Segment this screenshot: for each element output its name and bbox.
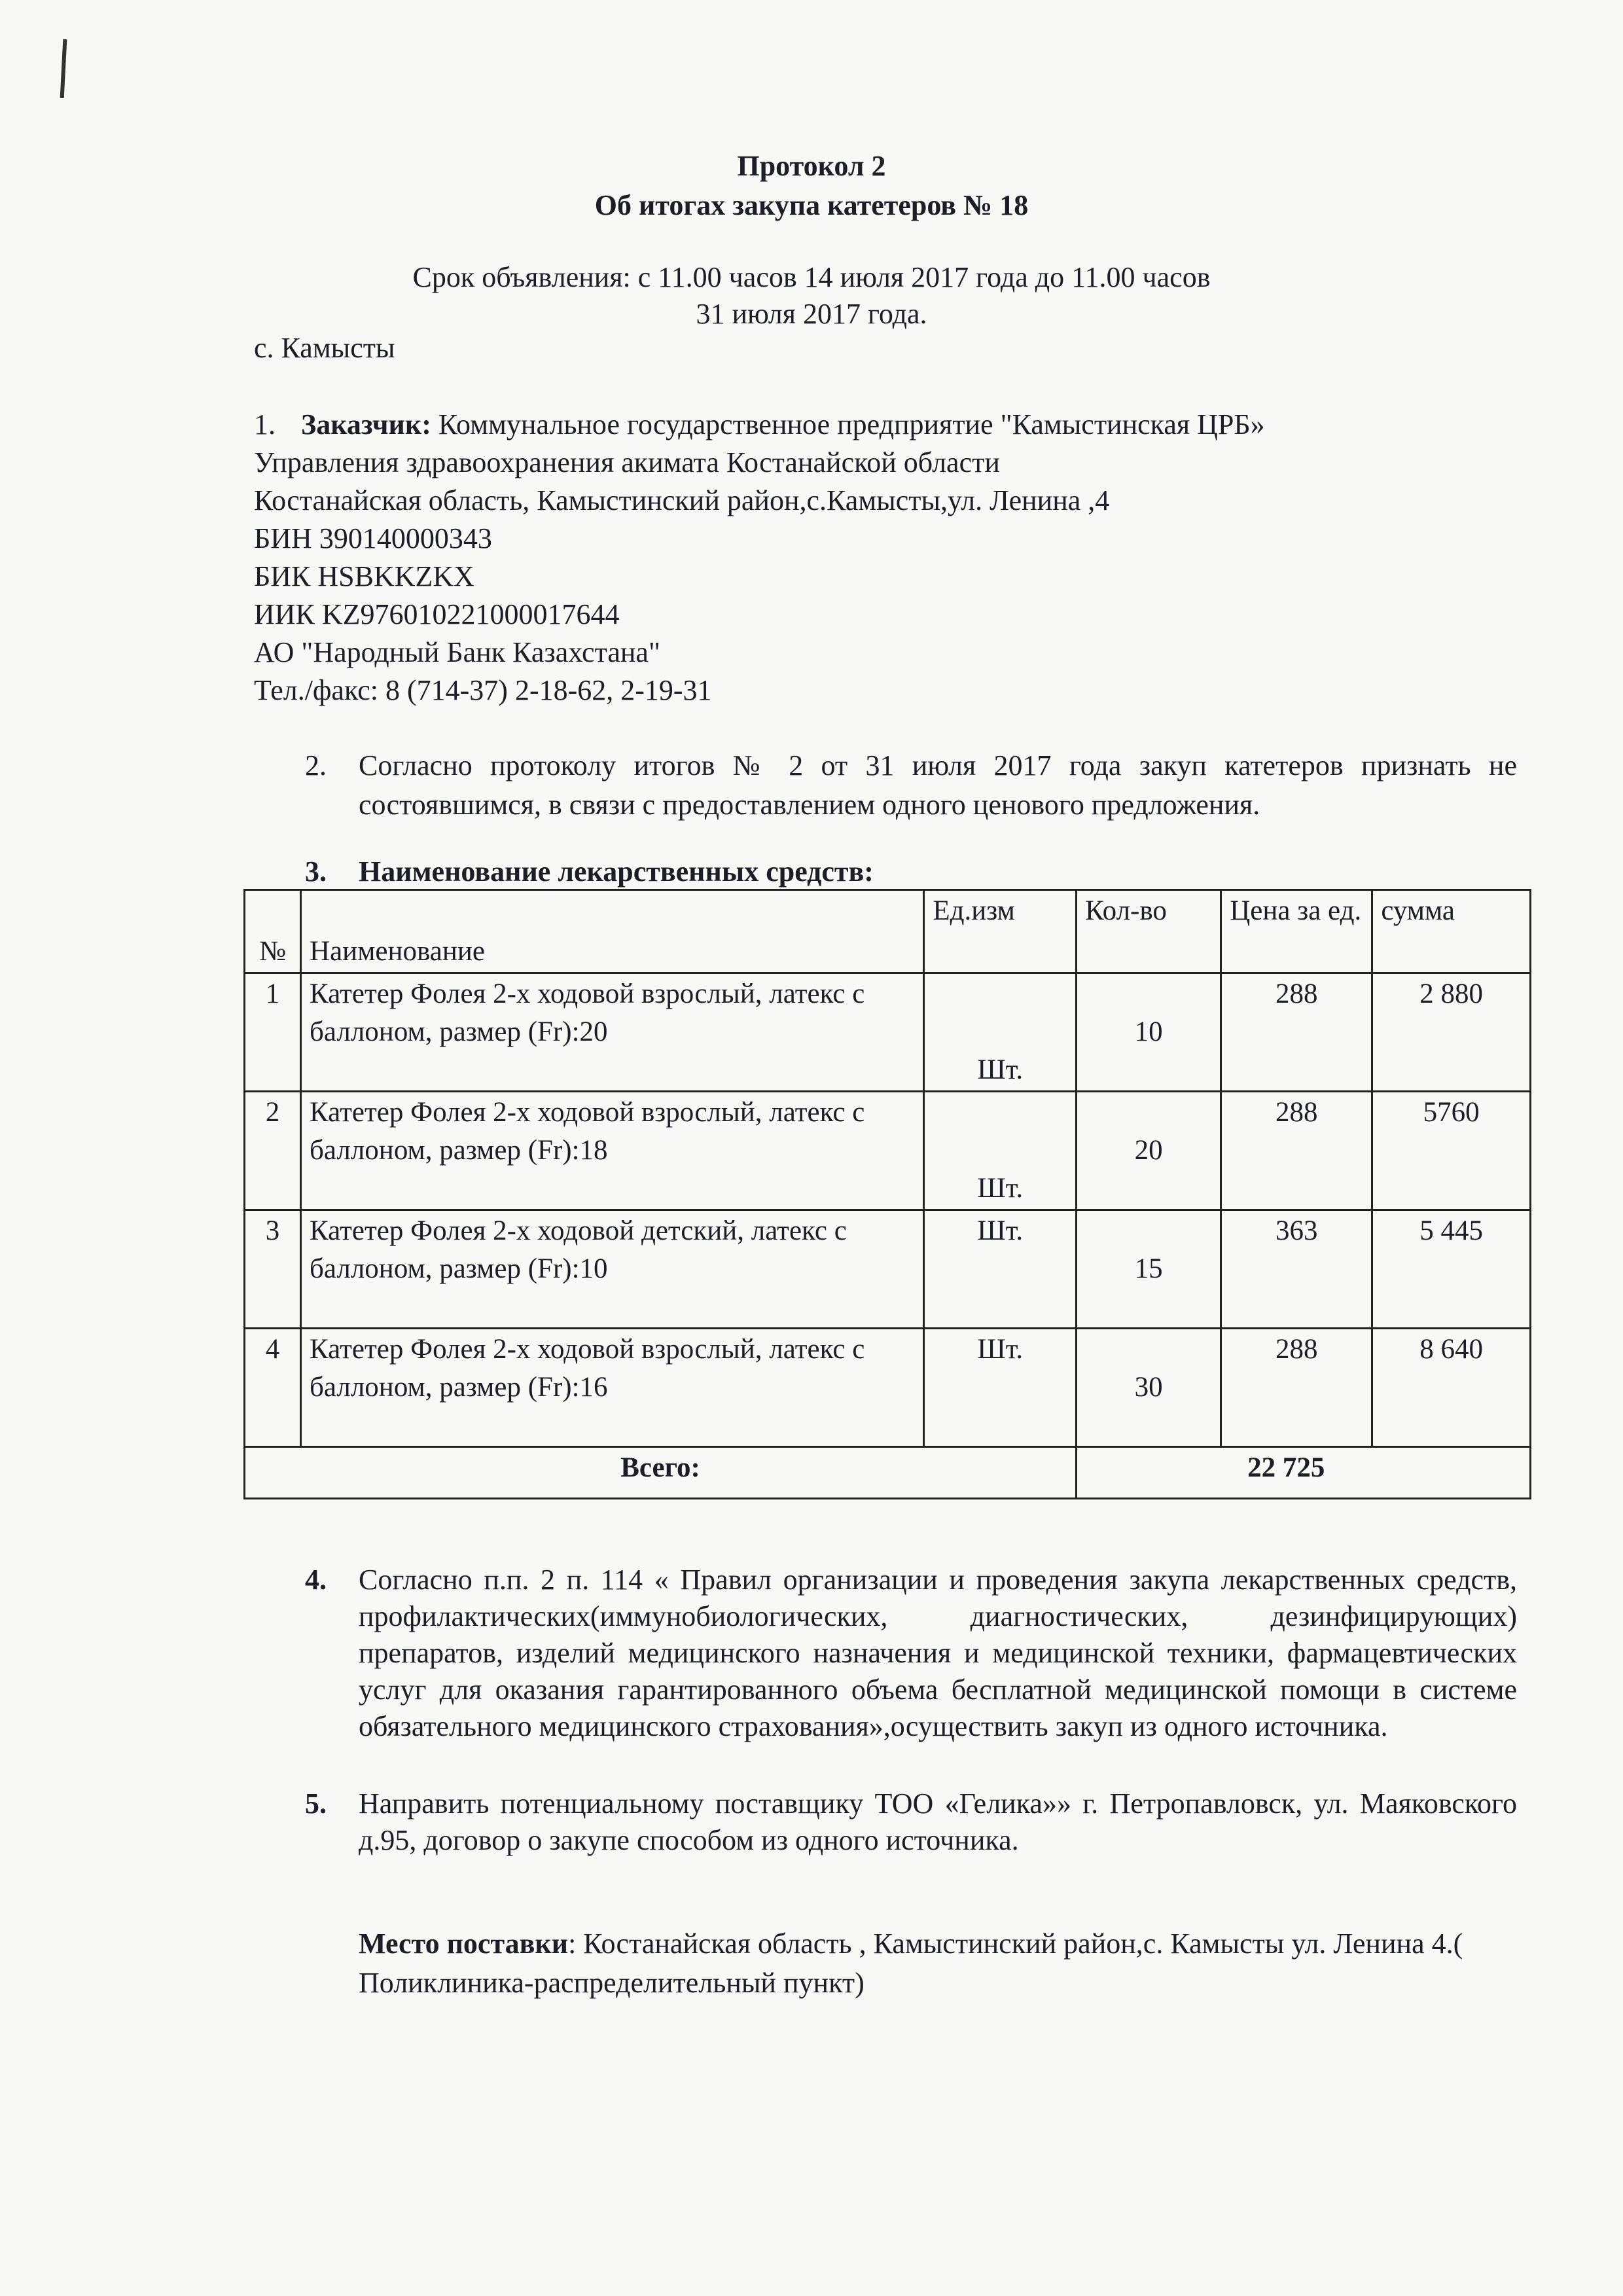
header-sum: сумма bbox=[1372, 890, 1531, 973]
table-row bbox=[245, 973, 1531, 1092]
row-sum: 2 880 bbox=[1372, 973, 1531, 1092]
item-4-text: Согласно п.п. 2 п. 114 « Правил организации и проведения закупа лекарственных средств, профилактических(иммунобиологических, диагностических, дезинфицирующих) препаратов, изделий медицинского назначения и медицинской техники, фармацевтических услуг для оказания гарантированного объема бесплатной медицинской помощи в системе обязательного медицинского страхования»,осуществить закуп из одного источника. bbox=[359, 1564, 1517, 1742]
row-name: Катетер Фолея 2-х ходовой взрослый, латекс с баллоном, размер (Fr):18 bbox=[301, 1092, 924, 1210]
customer-iik: ИИК KZ976010221000017644 bbox=[254, 598, 620, 630]
item-number: 5. bbox=[305, 1787, 327, 1820]
row-unit: Шт. bbox=[924, 1210, 1077, 1329]
table-row bbox=[245, 1329, 1531, 1447]
item-4-paragraph bbox=[305, 1562, 1517, 1745]
row-name: Катетер Фолея 2-х ходовой взрослый, латекс с баллоном, размер (Fr):16 bbox=[301, 1329, 924, 1447]
item-number: 2. bbox=[305, 749, 327, 781]
row-name: Катетер Фолея 2-х ходовой взрослый, латекс с баллоном, размер (Fr):20 bbox=[301, 973, 924, 1092]
item-3-text: Наименование лекарственных средств: bbox=[359, 855, 874, 888]
header-name: Наименование bbox=[301, 890, 924, 973]
row-no: 2 bbox=[245, 1092, 301, 1210]
customer-bin: БИН 390140000343 bbox=[254, 522, 492, 554]
item-2-text: Согласно протоколу итогов № 2 от 31 июля 2017 года закуп катетеров признать не состоявшимся, в связи с предоставлением одного ценового предложения. bbox=[359, 749, 1517, 821]
row-price: 288 bbox=[1221, 973, 1372, 1092]
total-label: Всего: bbox=[245, 1447, 1077, 1499]
customer-bik: БИК HSBKKZKX bbox=[254, 560, 474, 592]
delivery-paragraph bbox=[359, 1924, 1497, 2003]
customer-address: Костанайская область, Камыстинский район,с.Камысты,ул. Ленина ,4 bbox=[254, 484, 1110, 516]
margin-mark bbox=[60, 39, 67, 98]
customer-phone: Тел./факс: 8 (714-37) 2-18-62, 2-19-31 bbox=[254, 674, 712, 706]
customer-block bbox=[254, 406, 1265, 709]
announcement-period bbox=[0, 259, 1623, 332]
row-price: 288 bbox=[1221, 1092, 1372, 1210]
header-qty: Кол-во bbox=[1077, 890, 1221, 973]
row-qty: 20 bbox=[1077, 1092, 1221, 1210]
row-qty: 10 bbox=[1077, 973, 1221, 1092]
header-price: Цена за ед. bbox=[1221, 890, 1372, 973]
table-header-row bbox=[245, 890, 1531, 973]
item-3-heading bbox=[305, 852, 1517, 891]
row-sum: 8 640 bbox=[1372, 1329, 1531, 1447]
table-row bbox=[245, 1210, 1531, 1329]
table-total-row bbox=[245, 1447, 1531, 1499]
customer-bank: АО "Народный Банк Казахстана" bbox=[254, 636, 660, 668]
customer-label: Заказчик: bbox=[301, 408, 431, 440]
row-no: 3 bbox=[245, 1210, 301, 1329]
row-price: 288 bbox=[1221, 1329, 1372, 1447]
item-5-text: Направить потенциальному поставщику ТОО «Гелика»» г. Петропавловск, ул. Маяковского д.95, договор о закупе способом из одного источника. bbox=[359, 1787, 1517, 1856]
item-number: 4. bbox=[305, 1564, 327, 1596]
row-unit: Шт. bbox=[924, 1329, 1077, 1447]
village-name: с. Камысты bbox=[254, 332, 395, 364]
row-unit: Шт. bbox=[924, 973, 1077, 1092]
item-2-paragraph bbox=[305, 746, 1517, 825]
row-sum: 5760 bbox=[1372, 1092, 1531, 1210]
customer-line-2: Управления здравоохранения акимата Костанайской области bbox=[254, 446, 1000, 478]
period-line-1: Срок объявления: с 11.00 часов 14 июля 2017 года до 11.00 часов bbox=[412, 261, 1211, 293]
item-number: 3. bbox=[305, 855, 327, 888]
delivery-text: : Костанайская область , Камыстинский район,с. Камысты ул. Ленина 4.( Поликлиника-распределительный пункт) bbox=[359, 1928, 1463, 1999]
row-price: 363 bbox=[1221, 1210, 1372, 1329]
delivery-label: Место поставки bbox=[359, 1928, 569, 1960]
row-sum: 5 445 bbox=[1372, 1210, 1531, 1329]
row-unit: Шт. bbox=[924, 1092, 1077, 1210]
row-qty: 30 bbox=[1077, 1329, 1221, 1447]
table-row bbox=[245, 1092, 1531, 1210]
row-name: Катетер Фолея 2-х ходовой детский, латекс с баллоном, размер (Fr):10 bbox=[301, 1210, 924, 1329]
customer-line-1 bbox=[254, 406, 1265, 444]
item-5-paragraph bbox=[305, 1785, 1517, 1859]
row-no: 1 bbox=[245, 973, 301, 1092]
items-table bbox=[243, 889, 1531, 1499]
total-value: 22 725 bbox=[1077, 1447, 1531, 1499]
protocol-title: Протокол 2 bbox=[737, 150, 886, 182]
header-no: № bbox=[245, 890, 301, 973]
item-number: 1. bbox=[254, 408, 276, 440]
period-line-2: 31 июля 2017 года. bbox=[696, 298, 927, 330]
row-qty: 15 bbox=[1077, 1210, 1221, 1329]
header-unit: Ед.изм bbox=[924, 890, 1077, 973]
customer-name: Коммунальное государственное предприятие "Камыстинская ЦРБ» bbox=[431, 408, 1265, 440]
row-no: 4 bbox=[245, 1329, 301, 1447]
protocol-subtitle: Об итогах закупа катетеров № 18 bbox=[594, 189, 1029, 221]
